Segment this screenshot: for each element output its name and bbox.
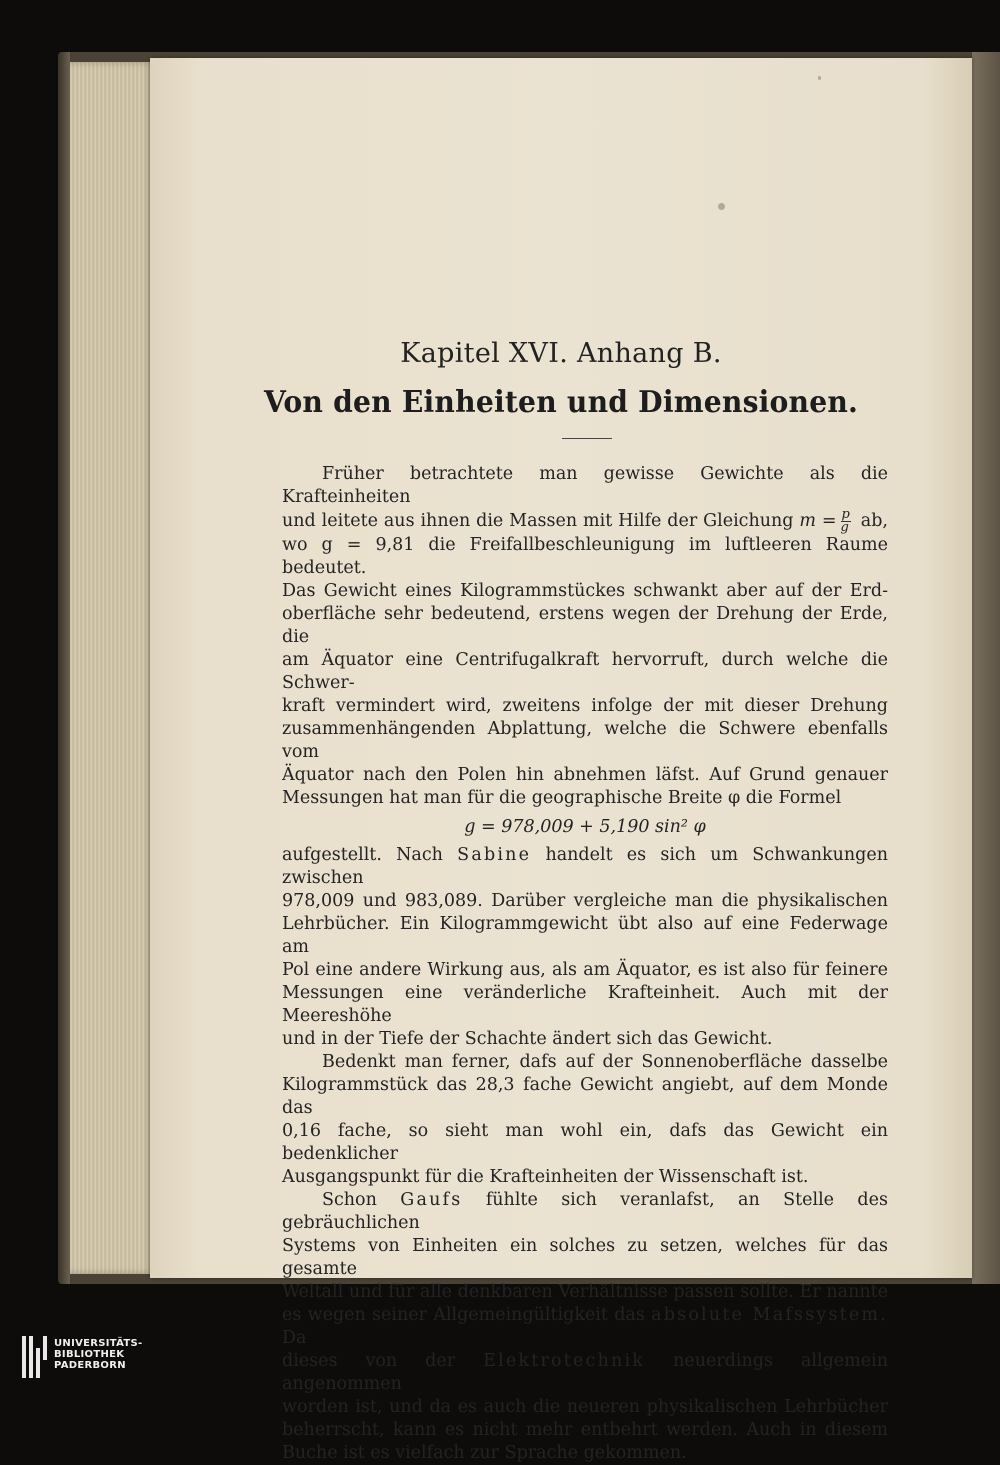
- text-line: Messungen eine veränderliche Krafteinheit. Auch mit der Meereshöhe: [282, 983, 888, 1026]
- formula: g = 978,009 + 5,190 sin² φ: [464, 817, 706, 837]
- text-line: 978,009 und 983,089. Darüber vergleiche man die physikalischen: [282, 891, 888, 911]
- chapter-title: Von den Einheiten und Dimensionen.: [263, 385, 859, 420]
- chapter-heading: Kapitel XVI. Anhang B.: [400, 338, 722, 369]
- body-text: [282, 463, 888, 1465]
- text-line: Systems von Einheiten ein solches zu setzen, welches für das gesamte: [282, 1236, 888, 1279]
- text-line: dieses von der Elektrotechnik neuerdings allgemein angenommen: [282, 1351, 888, 1394]
- text-line: Lehrbücher. Ein Kilogrammgewicht übt also auf eine Federwage am: [282, 914, 888, 957]
- text-line: 0,16 fache, so sieht man wohl ein, dafs das Gewicht ein bedenklicher: [282, 1121, 888, 1164]
- equation-lhs: m =: [799, 511, 837, 531]
- author-name: Gaufs: [400, 1190, 463, 1210]
- text-line-with-equation: und leitete aus ihnen die Massen mit Hilfe der Gleichung m = $\frac{p}{g}$ ab,: [282, 507, 888, 535]
- text-line: aufgestellt. Nach Sabine handelt es sich um Schwankungen zwischen: [282, 845, 888, 888]
- text-line: beherrscht, kann es nicht mehr entbehrt werden. Auch in diesem: [282, 1420, 888, 1440]
- paper-spot: [718, 203, 725, 210]
- text-line: Buche ist es vielfach zur Sprache gekommen.: [282, 1443, 687, 1463]
- emphasized-term: absolute Mafssystem.: [651, 1305, 888, 1325]
- text-line: Früher betrachtete man gewisse Gewichte als die Krafteinheiten: [282, 464, 888, 507]
- text-line: Das Gewicht eines Kilogrammstückes schwankt aber auf der Erd-: [282, 581, 888, 601]
- text-line: Schon Gaufs fühlte sich veranlafst, an Stelle des gebräuchlichen: [282, 1190, 888, 1233]
- text-line: und in der Tiefe der Schachte ändert sich das Gewicht.: [282, 1029, 773, 1049]
- paper-spot: [818, 76, 821, 80]
- facing-page-edge: [972, 52, 1000, 1284]
- author-name: Sabine: [457, 845, 532, 865]
- text-line: worden ist, und da es auch die neueren physikalischen Lehrbücher: [282, 1397, 888, 1417]
- emphasized-term: Elektrotechnik: [483, 1351, 646, 1371]
- text-line: zusammenhängenden Abplattung, welche die Schwere ebenfalls vom: [282, 719, 888, 762]
- book-cover-edge: [58, 52, 70, 1284]
- text-line: Weltall und für alle denkbaren Verhältnisse passen sollte. Er nannte: [282, 1282, 888, 1302]
- text-line: Äquator nach den Polen hin abnehmen läfst. Auf Grund genauer: [282, 765, 888, 785]
- equation-fraction: $\frac{p}{g}$: [840, 507, 850, 535]
- text-line: Ausgangspunkt für die Krafteinheiten der Wissenschaft ist.: [282, 1167, 809, 1187]
- text-line: Messungen hat man für die geographische Breite φ die Formel: [282, 788, 842, 808]
- page-edges: [70, 62, 156, 1274]
- library-logo-text: UNIVERSITÄTS- BIBLIOTHEK PADERBORN: [54, 1338, 143, 1371]
- text-line: Kilogrammstück das 28,3 fache Gewicht angiebt, auf dem Monde das: [282, 1075, 888, 1118]
- text-line: am Äquator eine Centrifugalkraft hervorruft, durch welche die Schwer-: [282, 650, 888, 693]
- library-logo: [22, 1336, 222, 1378]
- text-line: kraft vermindert wird, zweitens infolge der mit dieser Drehung: [282, 696, 888, 716]
- text-line: es wegen seiner Allgemeingültigkeit das absolute Mafssystem. Da: [282, 1305, 888, 1348]
- library-logo-icon: [22, 1336, 50, 1378]
- text-line: wo g = 9,81 die Freifallbeschleunigung im luftleeren Raume bedeutet.: [282, 535, 888, 578]
- text-line: Bedenkt man ferner, dafs auf der Sonnenoberfläche dasselbe: [322, 1052, 888, 1072]
- title-divider: [562, 438, 612, 439]
- text-line: oberfläche sehr bedeutend, erstens wegen der Drehung der Erde, die: [282, 604, 888, 647]
- text-line: Pol eine andere Wirkung aus, als am Äquator, es ist also für feinere: [282, 960, 888, 980]
